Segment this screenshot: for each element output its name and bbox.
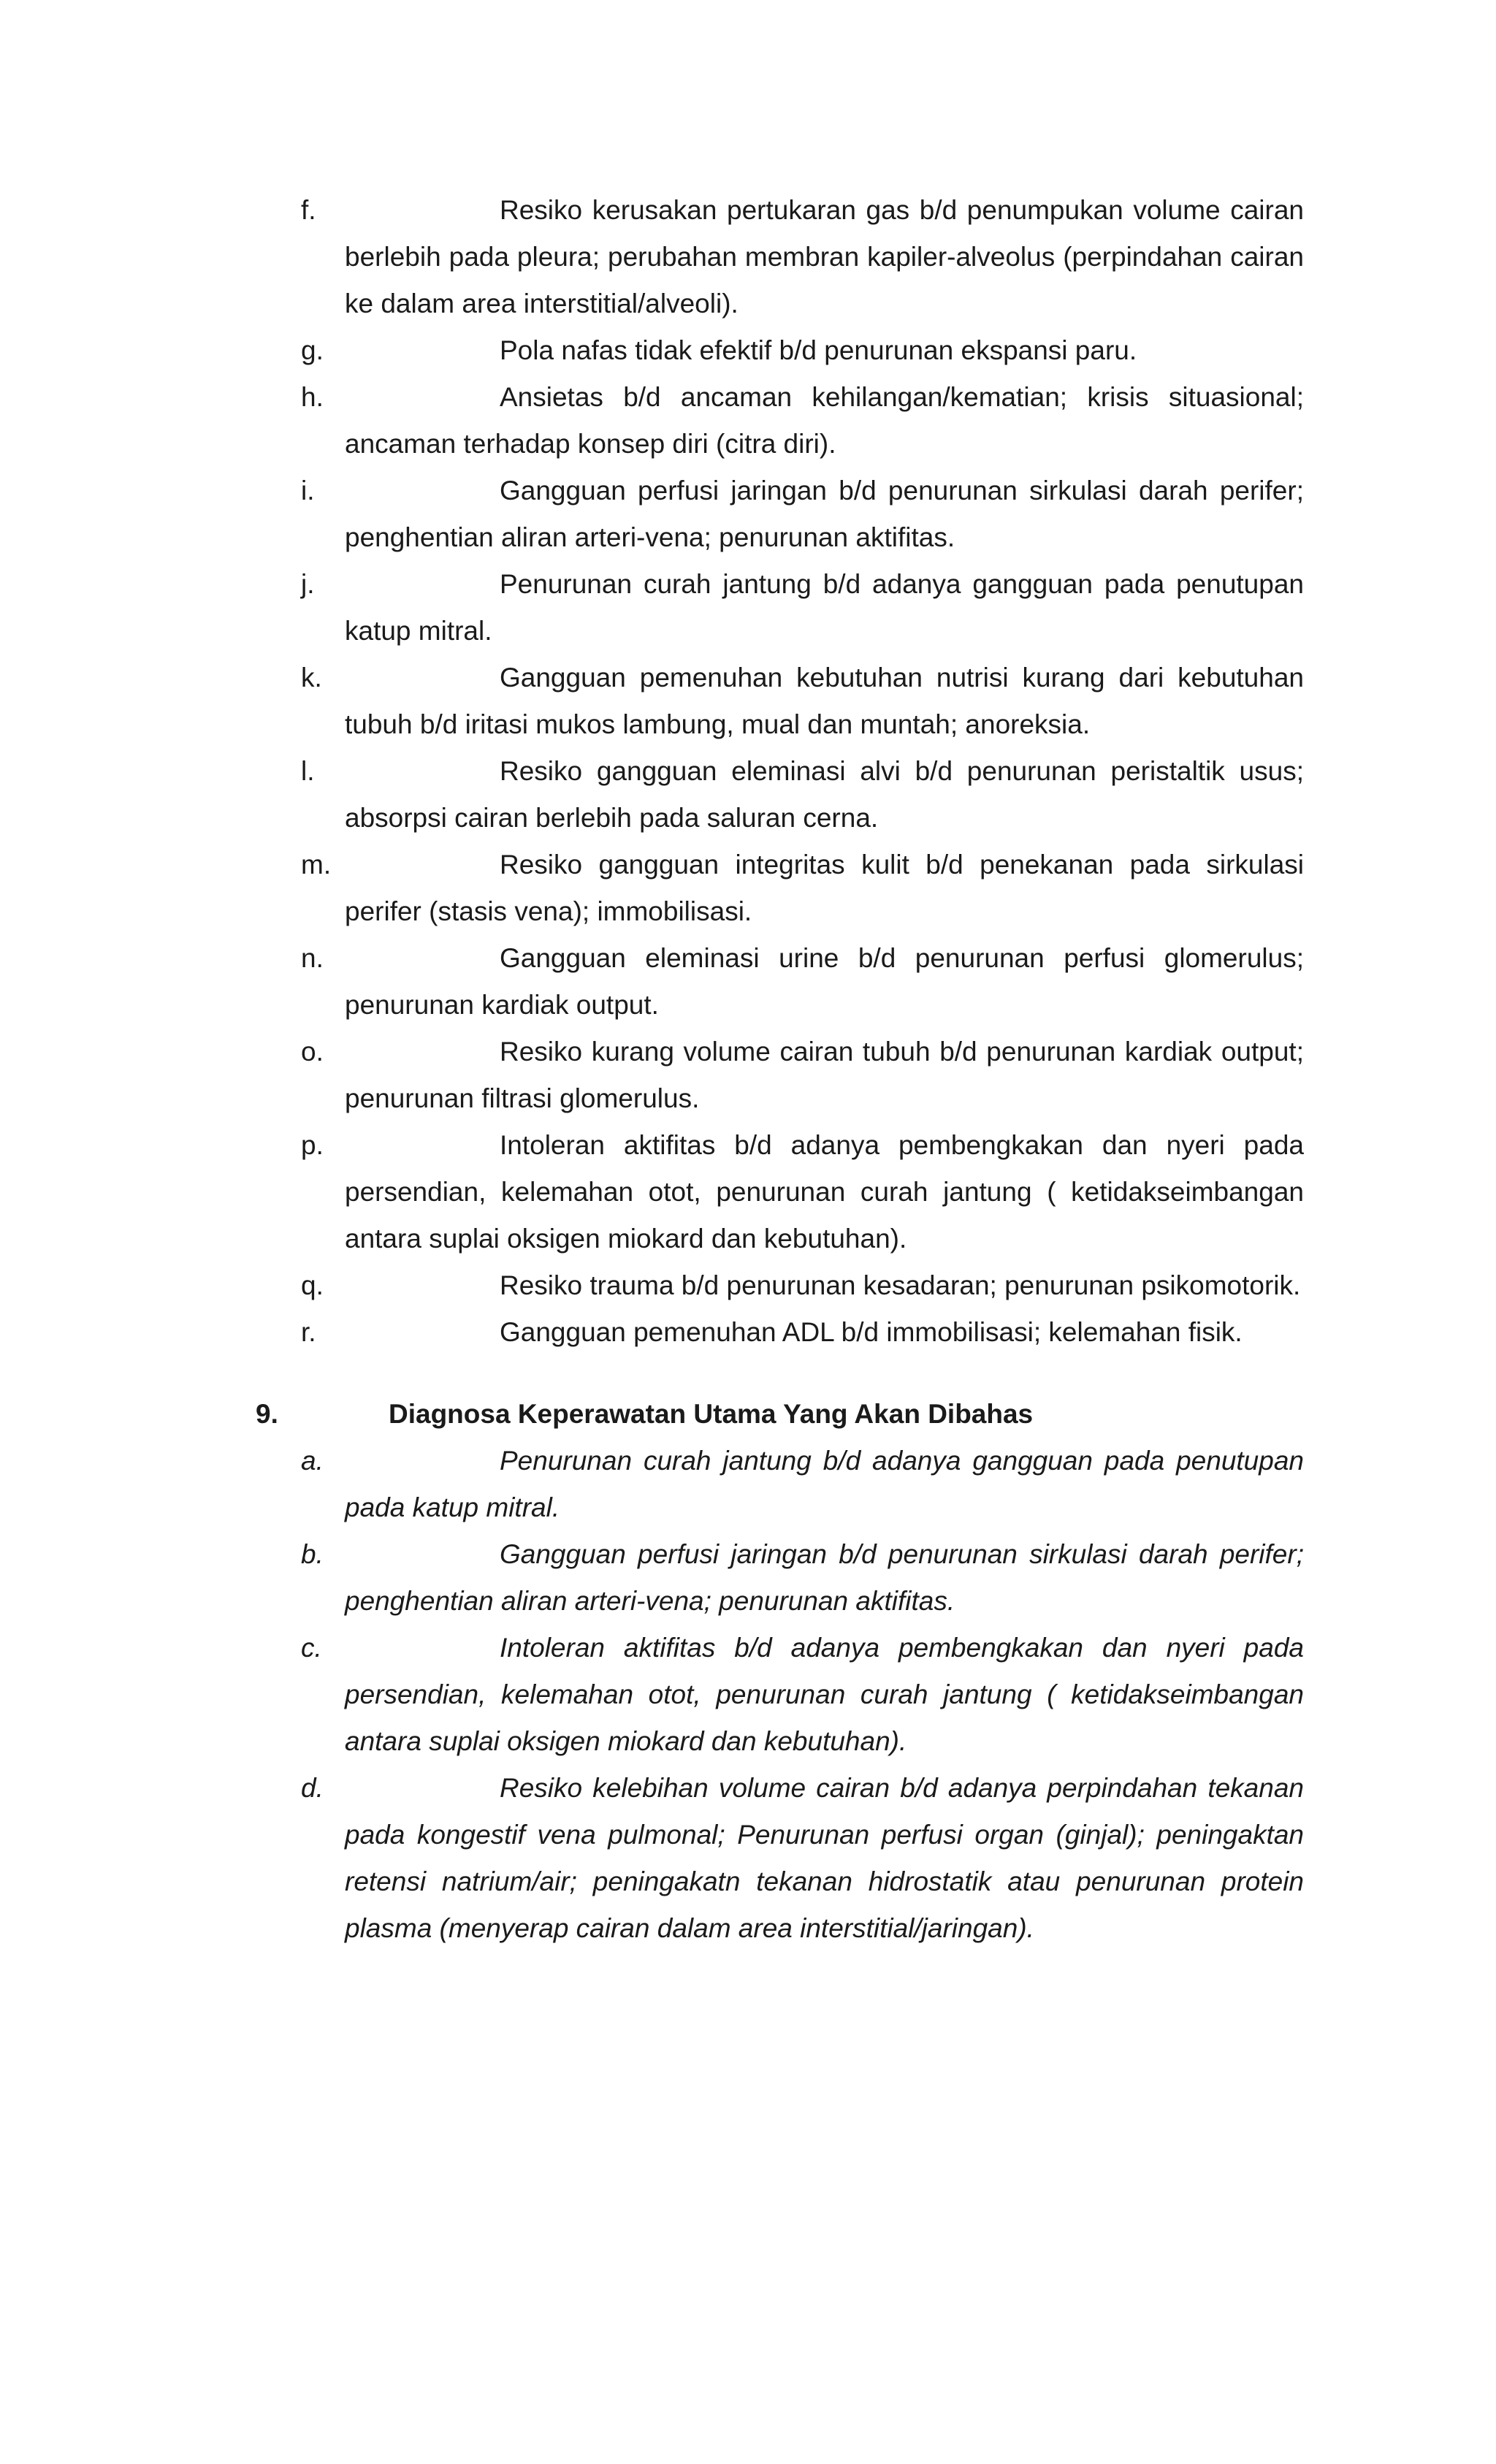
list-item-text: Resiko trauma b/d penurunan kesadaran; penurunan psikomotorik. bbox=[500, 1270, 1301, 1300]
list-item bbox=[0, 1029, 1496, 1122]
list-item-text: Gangguan eleminasi urine b/d penurunan perfusi glomerulus; penurunan kardiak output. bbox=[345, 943, 1304, 1020]
section-heading bbox=[0, 1391, 1496, 1438]
list-marker: a. bbox=[301, 1446, 324, 1476]
list-marker: c. bbox=[301, 1633, 322, 1663]
list-item-text: Resiko gangguan eleminasi alvi b/d penurunan peristaltik usus; absorpsi cairan berlebih pada saluran cerna. bbox=[345, 756, 1304, 833]
list-item bbox=[0, 655, 1496, 748]
list-item-text: Penurunan curah jantung b/d adanya gangguan pada penutupan katup mitral. bbox=[345, 569, 1304, 646]
list-marker: i. bbox=[301, 476, 315, 506]
list-marker: n. bbox=[301, 943, 324, 973]
list-item bbox=[0, 1122, 1496, 1262]
list-item bbox=[0, 1438, 1496, 1531]
list-item-text: Resiko kelebihan volume cairan b/d adanya perpindahan tekanan pada kongestif vena pulmonal; Penurunan perfusi organ (ginjal); peningaktan retensi natrium/air; peningakatn tekanan hidrostatik atau penurunan protein plasma (menyerap cairan dalam area interstitial/jaringan). bbox=[345, 1773, 1304, 1943]
list-item bbox=[0, 1262, 1496, 1309]
list-marker: d. bbox=[301, 1773, 324, 1803]
list-item-text: Resiko kurang volume cairan tubuh b/d penurunan kardiak output; penurunan filtrasi glomerulus. bbox=[345, 1037, 1304, 1113]
list-item-text: Gangguan pemenuhan kebutuhan nutrisi kurang dari kebutuhan tubuh b/d iritasi mukos lambung, mual dan muntah; anoreksia. bbox=[345, 663, 1304, 739]
list-marker: f. bbox=[301, 195, 316, 225]
list-item bbox=[0, 1765, 1496, 1952]
list-item bbox=[0, 748, 1496, 842]
list-marker: p. bbox=[301, 1130, 324, 1160]
list-item bbox=[0, 374, 1496, 468]
section-number: 9. bbox=[256, 1399, 278, 1429]
list-item-text: Penurunan curah jantung b/d adanya gangguan pada penutupan pada katup mitral. bbox=[345, 1446, 1304, 1522]
list-item-text: Gangguan pemenuhan ADL b/d immobilisasi; kelemahan fisik. bbox=[500, 1317, 1243, 1347]
list-marker: l. bbox=[301, 756, 315, 786]
list-marker: h. bbox=[301, 382, 324, 412]
list-item-text: Intoleran aktifitas b/d adanya pembengkakan dan nyeri pada persendian, kelemahan otot, penurunan curah jantung ( ketidakseimbangan antara suplai oksigen miokard dan kebutuhan). bbox=[345, 1130, 1304, 1254]
list-marker: g. bbox=[301, 335, 324, 365]
list-item-text: Pola nafas tidak efektif b/d penurunan ekspansi paru. bbox=[500, 335, 1137, 365]
list-marker: k. bbox=[301, 663, 322, 693]
list-marker: m. bbox=[301, 850, 332, 880]
list-marker: o. bbox=[301, 1037, 324, 1067]
list-item bbox=[0, 561, 1496, 655]
list-marker: r. bbox=[301, 1317, 316, 1347]
list-marker: q. bbox=[301, 1270, 324, 1300]
list-item-text: Resiko gangguan integritas kulit b/d penekanan pada sirkulasi perifer (stasis vena); immobilisasi. bbox=[345, 850, 1304, 926]
main-diagnosis-list bbox=[0, 1438, 1496, 1952]
list-item bbox=[0, 842, 1496, 935]
list-item-text: Gangguan perfusi jaringan b/d penurunan sirkulasi darah perifer; penghentian aliran arteri-vena; penurunan aktifitas. bbox=[345, 476, 1304, 552]
list-item-text: Ansietas b/d ancaman kehilangan/kematian; krisis situasional; ancaman terhadap konsep diri (citra diri). bbox=[345, 382, 1304, 459]
list-item-text: Intoleran aktifitas b/d adanya pembengkakan dan nyeri pada persendian, kelemahan otot, penurunan curah jantung ( ketidakseimbangan antara suplai oksigen miokard dan kebutuhan). bbox=[345, 1633, 1304, 1756]
list-item bbox=[0, 935, 1496, 1029]
list-item bbox=[0, 1531, 1496, 1625]
list-item bbox=[0, 187, 1496, 327]
list-item bbox=[0, 1309, 1496, 1356]
diagnosis-list bbox=[0, 187, 1496, 1356]
list-item-text: Resiko kerusakan pertukaran gas b/d penumpukan volume cairan berlebih pada pleura; perubahan membran kapiler-alveolus (perpindahan cairan ke dalam area interstitial/alveoli). bbox=[345, 195, 1304, 319]
list-marker: j. bbox=[301, 569, 315, 599]
list-item bbox=[0, 327, 1496, 374]
list-marker: b. bbox=[301, 1539, 324, 1569]
section-title: Diagnosa Keperawatan Utama Yang Akan Dibahas bbox=[389, 1399, 1034, 1429]
list-item-text: Gangguan perfusi jaringan b/d penurunan sirkulasi darah perifer; penghentian aliran arteri-vena; penurunan aktifitas. bbox=[345, 1539, 1304, 1616]
list-item bbox=[0, 1625, 1496, 1765]
list-item bbox=[0, 468, 1496, 561]
